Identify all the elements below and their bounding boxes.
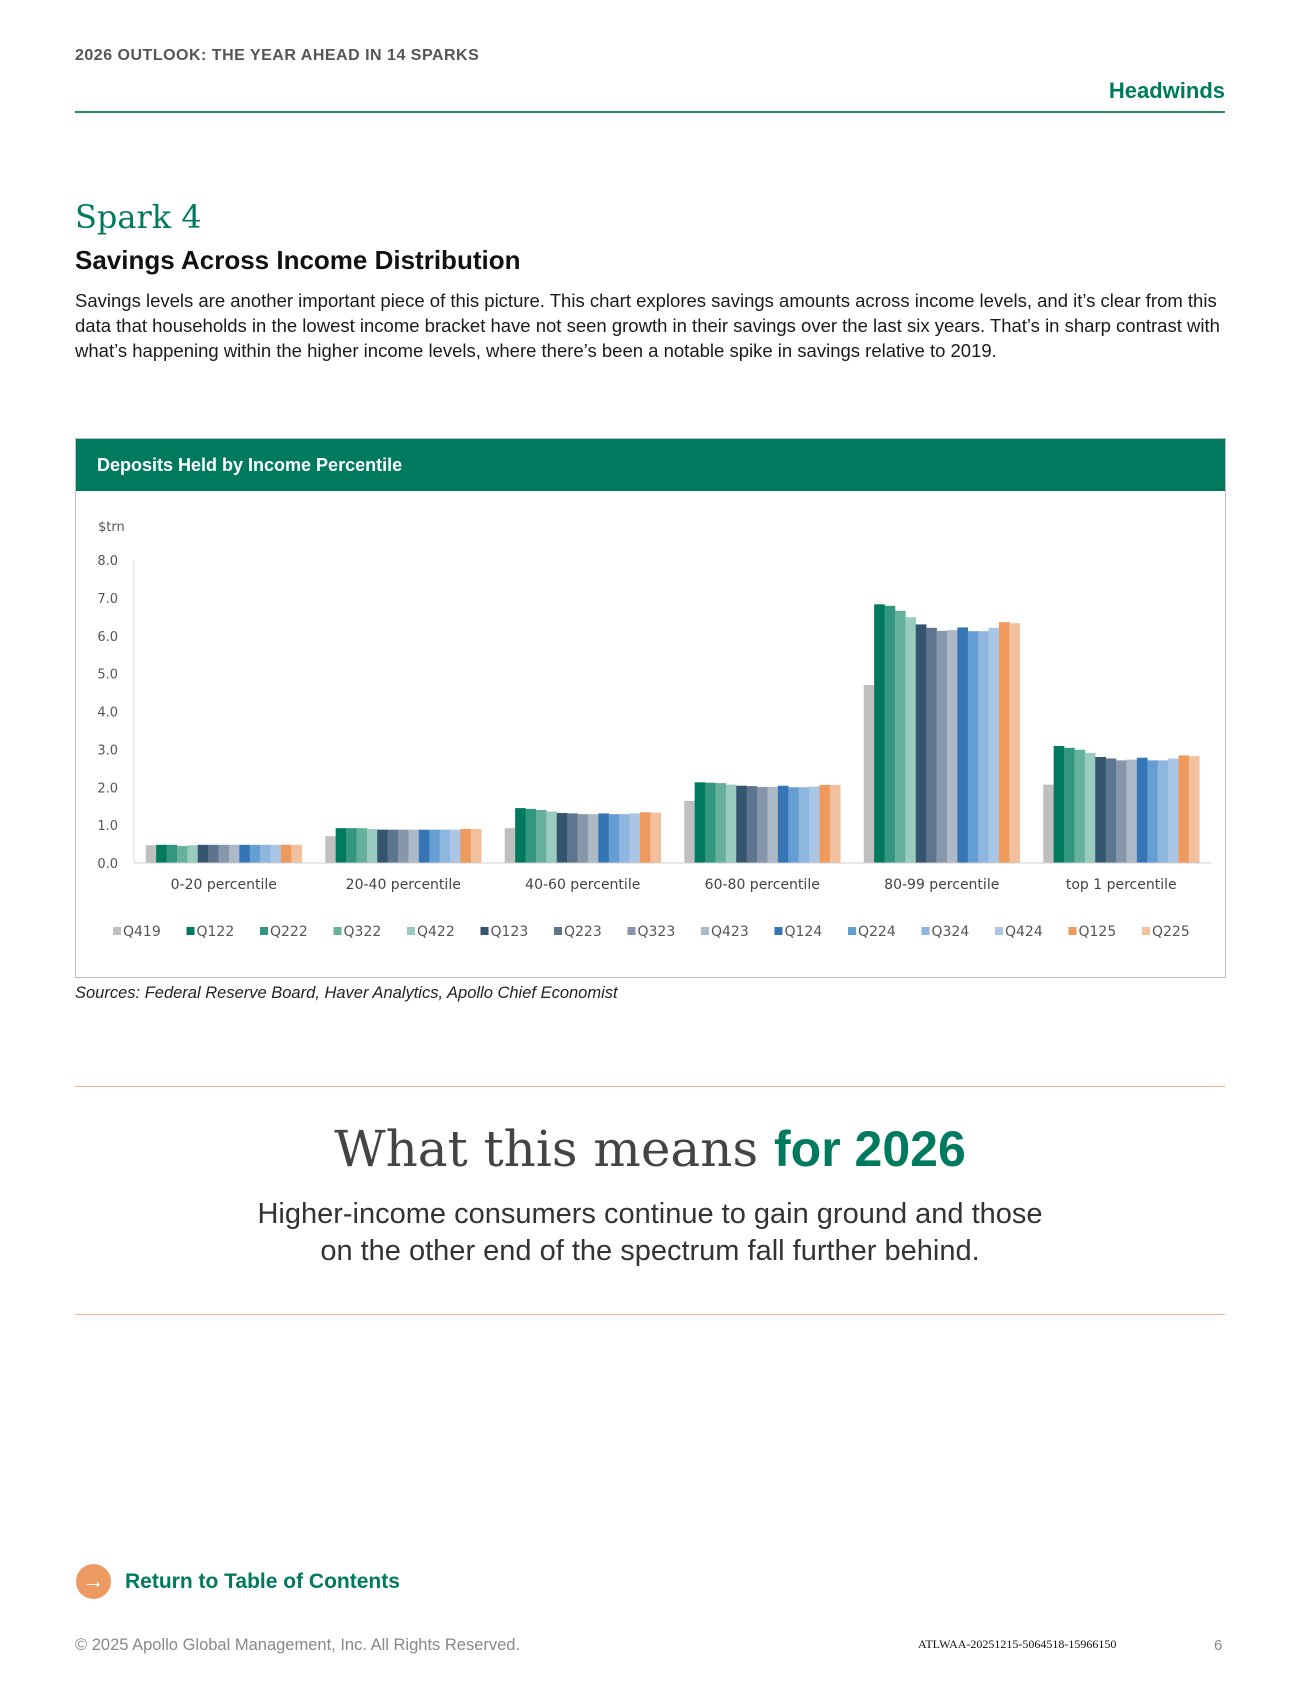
legend-label: Q223 [564,924,602,940]
bar-q122 [874,604,885,863]
legend-label: Q422 [417,924,455,940]
bar-q222 [167,845,178,863]
x-tick-label: 60-80 percentile [704,877,820,893]
bar-q224 [250,845,261,863]
bar-q423 [408,830,419,863]
bar-q223 [208,845,219,863]
bar-q322 [895,611,906,863]
y-tick-label: 4.0 [97,705,118,721]
y-tick-label: 1.0 [97,819,118,835]
bar-q419 [505,828,516,863]
bar-q123 [736,786,747,863]
bar-q424 [630,813,641,863]
legend-label: Q122 [196,924,235,940]
toc-link-label[interactable]: Return to Table of Contents [125,1569,400,1593]
means-line-2: on the other end of the spectrum fall further behind. [320,1235,980,1267]
bar-q422 [546,811,557,863]
legend-swatch-q423 [701,927,709,935]
bar-q422 [367,829,378,863]
bar-q223 [747,786,758,863]
bar-q125 [281,845,292,863]
bar-q223 [567,813,578,863]
bar-q124 [957,627,968,863]
legend-label: Q419 [123,924,161,940]
legend-swatch-q122 [187,927,195,935]
legend-swatch-q322 [334,927,342,935]
bar-q225 [1009,623,1020,863]
bar-q122 [1054,746,1065,863]
bar-q222 [346,828,357,863]
chart-panel [75,438,1226,978]
legend-swatch-q324 [922,927,930,935]
legend-swatch-q224 [848,927,856,935]
bar-q323 [757,787,768,863]
bar-q125 [640,812,651,863]
bar-q324 [260,845,271,863]
bar-q323 [219,845,230,863]
legend-swatch-q419 [113,927,121,935]
bar-q222 [526,809,537,863]
bar-q419 [325,836,336,863]
bar-q124 [1137,758,1148,863]
bar-q323 [578,814,589,863]
bar-q224 [609,814,620,863]
divider-top [75,1086,1225,1087]
bar-q223 [1106,758,1117,863]
y-tick-label: 7.0 [97,591,118,607]
bar-q225 [650,813,661,863]
legend-swatch-q323 [628,927,636,935]
bar-q223 [388,830,399,863]
bar-q224 [968,631,979,863]
legend-label: Q125 [1078,924,1117,940]
bar-q123 [198,845,209,863]
page-number: 6 [1214,1637,1223,1654]
bar-q324 [799,787,810,863]
bar-q123 [557,813,568,863]
bar-q424 [989,628,1000,863]
bar-q422 [1085,753,1096,863]
legend-swatch-q124 [775,927,783,935]
header-divider [75,111,1225,113]
bar-q125 [1178,755,1189,863]
legend-swatch-q424 [995,927,1003,935]
x-tick-label: 80-99 percentile [884,877,1000,893]
bar-q419 [684,801,695,863]
legend-swatch-q223 [554,927,562,935]
bar-q424 [1168,758,1179,863]
y-tick-label: 0.0 [97,857,118,872]
means-heading [0,1120,1300,1178]
bar-q123 [377,830,388,863]
bar-q122 [156,845,167,863]
means-summary [0,1196,1300,1270]
bar-chart [76,439,1225,977]
bar-q125 [999,622,1010,863]
bar-q222 [705,783,716,863]
section-label: Headwinds [1108,78,1225,103]
bar-q422 [187,845,198,863]
bar-q324 [978,631,989,863]
legend-swatch-q125 [1069,927,1077,935]
body-paragraph: Savings levels are another important piece of this picture. This chart explores savings amounts across income levels, and it’s clear from this data that households in the lowest income bracket have not seen growth in their savings over the last six years. That’s in sharp contrast with what’s happening within the higher income levels, where there’s been a notable spike in savings relative to 2019. [75,290,1220,361]
bar-q324 [1158,760,1169,863]
bar-q423 [947,630,958,863]
bar-q423 [1126,760,1137,863]
bar-q424 [271,845,282,863]
bar-q122 [515,808,526,863]
means-accent: for 2026 [774,1121,966,1177]
bar-q124 [239,845,250,863]
arrow-right-icon[interactable]: → [76,1564,111,1599]
bar-q225 [1189,756,1200,863]
bar-q125 [819,785,830,863]
y-tick-label: 3.0 [97,743,118,759]
bar-q225 [291,845,302,863]
legend-label: Q323 [637,924,676,940]
bar-q122 [336,828,347,863]
y-tick-label: 2.0 [97,781,118,797]
bar-q123 [1095,757,1106,863]
y-tick-label: 5.0 [97,667,118,683]
report-kicker: 2026 OUTLOOK: THE YEAR AHEAD IN 14 SPARKS [75,47,480,64]
bar-q225 [830,785,841,863]
bar-q419 [1043,785,1054,863]
x-tick-label: 0-20 percentile [170,877,277,893]
bar-q124 [598,813,609,863]
legend-label: Q222 [270,924,308,940]
bar-q222 [885,606,896,863]
bar-q124 [419,830,430,863]
chart-title: Deposits Held by Income Percentile [76,439,1225,491]
bar-q422 [726,785,737,863]
legend-swatch-q422 [407,927,415,935]
bar-q124 [778,786,789,863]
bar-q322 [536,810,547,863]
bar-q222 [1064,748,1075,863]
bar-q224 [429,830,440,863]
legend-label: Q224 [858,924,896,940]
return-to-toc-link[interactable] [76,1564,400,1599]
page-title: Savings Across Income Distribution [75,245,521,275]
y-axis-label: $trn [98,520,125,535]
copyright: © 2025 Apollo Global Management, Inc. All Rights Reserved. [75,1636,521,1654]
bar-q423 [588,814,599,863]
legend-label: Q324 [931,924,970,940]
legend-label: Q123 [490,924,529,940]
x-tick-label: 20-40 percentile [345,877,461,893]
spark-label: Spark 4 [75,198,202,236]
bar-q424 [450,830,461,863]
means-lead: What this means [334,1120,774,1178]
legend-swatch-q225 [1142,927,1150,935]
legend-label: Q424 [1005,924,1043,940]
y-tick-label: 8.0 [97,554,118,569]
x-tick-label: 40-60 percentile [525,877,641,893]
bar-q324 [440,830,451,863]
bar-q422 [905,617,916,863]
legend-swatch-q123 [481,927,489,935]
bar-q223 [926,628,937,863]
bar-q225 [471,829,482,863]
bar-q322 [356,828,367,863]
bar-q424 [809,786,820,863]
bar-q224 [788,787,799,863]
document-code: ATLWAA-20251215-5064518-15966150 [918,1637,1117,1651]
bar-q224 [1147,760,1158,863]
bar-q323 [398,830,409,863]
legend-label: Q124 [784,924,823,940]
bar-q323 [937,631,948,863]
bar-q322 [715,783,726,863]
divider-bottom [75,1314,1225,1315]
bar-q125 [460,829,471,863]
bar-q423 [767,787,778,863]
x-tick-label: top 1 percentile [1065,877,1177,893]
bar-q322 [177,846,188,863]
legend-label: Q225 [1152,924,1190,940]
bar-q123 [916,624,927,863]
bar-q324 [619,814,630,863]
bar-q322 [1074,750,1085,863]
bar-q419 [146,845,157,863]
means-line-1: Higher-income consumers continue to gain ground and those [257,1198,1043,1230]
legend-label: Q423 [711,924,749,940]
bar-q323 [1116,760,1127,863]
bar-q419 [864,685,875,863]
bar-q423 [229,845,240,863]
legend-label: Q322 [343,924,382,940]
legend-swatch-q222 [260,927,268,935]
y-tick-label: 6.0 [97,629,118,645]
chart-sources: Sources: Federal Reserve Board, Haver Analytics, Apollo Chief Economist [75,984,618,1002]
bar-q122 [695,782,706,863]
